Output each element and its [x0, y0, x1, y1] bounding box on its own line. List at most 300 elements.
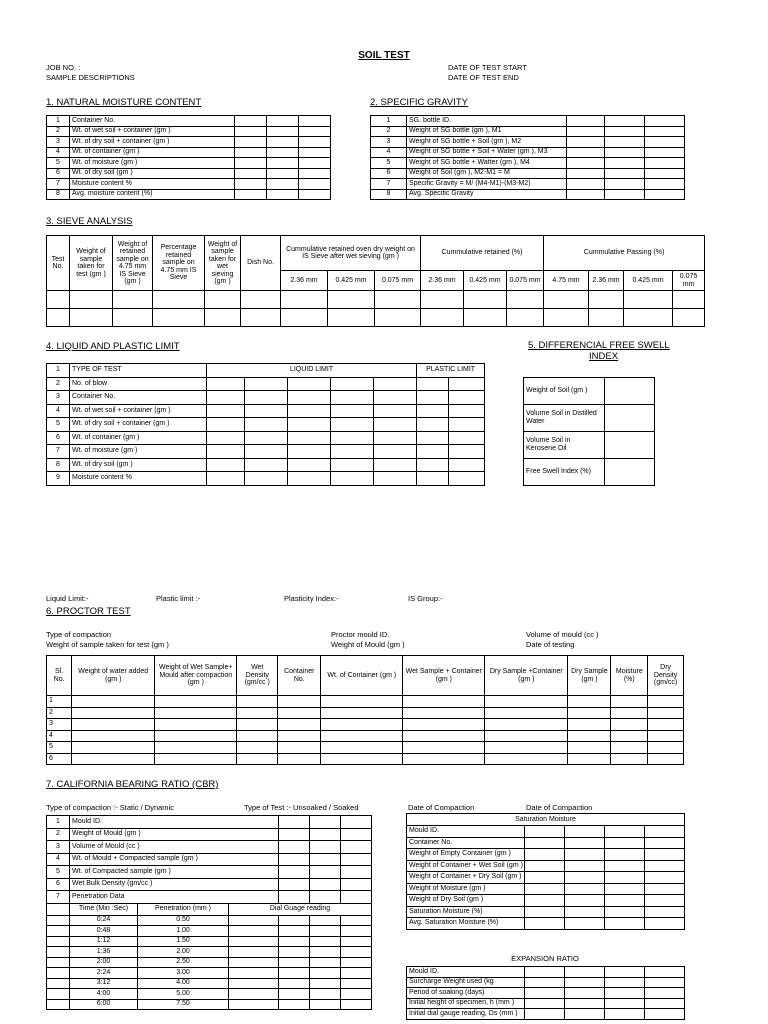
liquid-limit-header: LIQUID LIMIT	[207, 364, 417, 378]
row-label: Weight of Soil (gm ), M2-M1 = M	[407, 168, 567, 179]
value-cell	[645, 988, 685, 999]
value-cell	[605, 906, 645, 918]
specific-gravity-table	[370, 115, 685, 200]
table-row	[371, 147, 685, 158]
proctor-column-header: Dry Sample +Container (gm )	[485, 656, 568, 696]
value-cell	[278, 696, 321, 708]
free-swell-label: Volume Soil in Kerosene Oil	[524, 432, 605, 459]
spacer-cell	[47, 926, 70, 937]
value-cell	[403, 719, 485, 731]
row-label: Avg. Specific Gravity	[407, 189, 567, 200]
row-number: 3	[47, 137, 70, 148]
row-label: Wt. of dry soil + container (gm )	[70, 137, 235, 148]
value-cell	[321, 753, 403, 765]
value-cell	[237, 742, 278, 754]
penetration-row	[47, 926, 372, 937]
row-label: Wt. of container (gm )	[70, 147, 235, 158]
expansion-ratio-table	[406, 966, 685, 1020]
spacer-cell	[47, 978, 70, 989]
value-cell	[155, 707, 237, 719]
value-cell	[229, 978, 279, 989]
penetration-time: 3:12	[70, 978, 138, 989]
value-cell	[310, 816, 341, 829]
value-cell	[279, 841, 310, 854]
row-number: 5	[371, 158, 407, 169]
row-number: 2	[47, 828, 70, 841]
table-row	[47, 841, 372, 854]
value-cell	[310, 968, 341, 979]
value-cell	[417, 431, 449, 445]
value-cell	[568, 707, 611, 719]
value-cell	[565, 826, 605, 838]
value-cell	[299, 179, 331, 190]
sieve-row	[47, 291, 705, 309]
value-cell	[449, 431, 485, 445]
penetration-row	[47, 957, 372, 968]
value-cell	[611, 742, 648, 754]
value-cell	[449, 445, 485, 459]
section-liquid-plastic-title: 4. LIQUID AND PLASTIC LIMIT	[46, 341, 180, 352]
penetration-row	[47, 978, 372, 989]
penetration-time: 1:12	[70, 936, 138, 947]
value-cell	[279, 891, 310, 904]
value-cell	[605, 168, 645, 179]
value-cell	[611, 730, 648, 742]
table-row	[371, 116, 685, 127]
value-cell	[237, 707, 278, 719]
value-cell	[310, 957, 341, 968]
value-cell	[605, 189, 645, 200]
value-cell	[374, 418, 417, 432]
value-cell	[403, 707, 485, 719]
sieve-retained-size: 2.36 mm	[421, 271, 464, 291]
value-cell	[299, 137, 331, 148]
table-row	[407, 895, 685, 907]
value-cell	[207, 445, 245, 459]
row-label: Specific Gravity = M/ (M4-M1)-(M3-M2)	[407, 179, 567, 190]
row-label: Weight of SG bottle + Watter (gm ), M4	[407, 158, 567, 169]
value-cell	[525, 1009, 565, 1020]
spacer-cell	[47, 957, 70, 968]
sieve-header-weight: Weight of sample taken for test (gm )	[70, 236, 113, 291]
table-row	[407, 849, 685, 861]
sieve-header-test-no: Test No.	[47, 236, 70, 291]
value-cell	[310, 853, 341, 866]
row-number: 7	[47, 891, 70, 904]
value-cell	[299, 116, 331, 127]
value-cell	[341, 866, 372, 879]
penetration-value: 1.50	[138, 936, 229, 947]
value-cell	[645, 116, 685, 127]
value-cell	[567, 126, 605, 137]
row-label: Container No.	[70, 116, 235, 127]
value-cell	[310, 866, 341, 879]
table-row	[47, 179, 331, 190]
value-cell	[341, 999, 372, 1010]
value-cell	[645, 918, 685, 930]
value-cell	[645, 147, 685, 158]
sample-desc-label: SAMPLE DESCRIPTIONS	[46, 73, 135, 82]
proctor-column-header: Wet Density (gm/cc )	[237, 656, 278, 696]
value-cell	[341, 957, 372, 968]
value-cell	[279, 947, 310, 958]
row-label: Mould ID.	[407, 826, 525, 838]
job-no-label: JOB NO. :	[46, 63, 81, 72]
value-cell	[525, 895, 565, 907]
sieve-analysis-table	[46, 235, 705, 327]
penetration-time: 2:24	[70, 968, 138, 979]
proctor-column-header: Wet Sample + Container (gm )	[403, 656, 485, 696]
row-number: 4	[47, 404, 70, 418]
value-cell	[279, 989, 310, 1000]
penetration-header-row	[47, 903, 372, 915]
value-cell	[207, 431, 245, 445]
value-cell	[485, 719, 568, 731]
value-cell	[568, 753, 611, 765]
free-swell-label: Volume Soil in Distilled Water	[524, 405, 605, 432]
proctor-weight-mould: Weight of Mould (gm )	[331, 640, 405, 649]
section-sieve-analysis-title: 3. SIEVE ANALYSIS	[46, 216, 133, 227]
natural-moisture-table	[46, 115, 331, 200]
row-label: Wt. of wet soil + container (gm )	[70, 126, 235, 137]
value-cell	[331, 472, 374, 486]
row-number: 5	[47, 742, 72, 754]
table-row	[524, 432, 655, 459]
table-row	[47, 753, 684, 765]
value-cell	[278, 730, 321, 742]
value-cell	[279, 936, 310, 947]
value-cell	[605, 459, 655, 486]
proctor-column-header: Sl. No.	[47, 656, 72, 696]
value-cell	[341, 968, 372, 979]
value-cell	[648, 753, 684, 765]
row-number: 2	[47, 707, 72, 719]
row-label: TYPE OF TEST	[70, 364, 207, 378]
row-label: Surcharge Weight used (kg	[407, 977, 525, 988]
row-label: Container No.	[70, 391, 207, 405]
row-label: Saturation Moisture (%)	[407, 906, 525, 918]
sieve-row	[47, 309, 705, 327]
value-cell	[611, 753, 648, 765]
value-cell	[299, 189, 331, 200]
value-cell	[605, 977, 645, 988]
row-number: 6	[371, 168, 407, 179]
row-number: 5	[47, 158, 70, 169]
value-cell	[605, 432, 655, 459]
value-cell	[374, 472, 417, 486]
value-cell	[565, 977, 605, 988]
value-cell	[611, 707, 648, 719]
value-cell	[321, 730, 403, 742]
value-cell	[279, 978, 310, 989]
value-cell	[267, 189, 299, 200]
row-label: Container No.	[407, 837, 525, 849]
value-cell	[485, 730, 568, 742]
proctor-weight-sample: Weight of sample taken for test (gm )	[46, 640, 169, 649]
value-cell	[525, 860, 565, 872]
value-cell	[341, 915, 372, 926]
cbr-mould-table	[46, 815, 372, 1010]
value-cell	[605, 849, 645, 861]
value-cell	[565, 837, 605, 849]
table-row	[47, 828, 372, 841]
value-cell	[565, 906, 605, 918]
value-cell	[331, 445, 374, 459]
table-row	[407, 860, 685, 872]
table-row	[524, 378, 655, 405]
spacer-cell	[47, 936, 70, 947]
value-cell	[279, 968, 310, 979]
value-cell	[645, 126, 685, 137]
value-cell	[341, 978, 372, 989]
value-cell	[449, 377, 485, 391]
value-cell	[605, 116, 645, 127]
plastic-limit-result-label: Plastic limit :-	[156, 594, 201, 603]
table-row	[47, 168, 331, 179]
row-number: 4	[47, 147, 70, 158]
penetration-time: 0:24	[70, 915, 138, 926]
value-cell	[310, 891, 341, 904]
value-cell	[267, 168, 299, 179]
value-cell	[321, 719, 403, 731]
value-cell	[279, 915, 310, 926]
value-cell	[645, 849, 685, 861]
row-number: 3	[47, 719, 72, 731]
value-cell	[267, 126, 299, 137]
row-label: Wt. of Mould + Compacted sample (gm )	[70, 853, 279, 866]
table-row	[47, 458, 485, 472]
value-cell	[278, 719, 321, 731]
value-cell	[374, 431, 417, 445]
value-cell	[568, 730, 611, 742]
value-cell	[605, 883, 645, 895]
value-cell	[279, 853, 310, 866]
sieve-header-percent: Percentage retained sample on 4.75 mm IS Sieve	[153, 236, 205, 291]
value-cell	[341, 891, 372, 904]
value-cell	[288, 445, 331, 459]
table-row	[47, 853, 372, 866]
value-cell	[331, 431, 374, 445]
value-cell	[645, 883, 685, 895]
penetration-row	[47, 999, 372, 1010]
sieve-oven-size: 0.075 mm	[375, 271, 421, 291]
value-cell	[341, 947, 372, 958]
penetration-value: 4.00	[138, 978, 229, 989]
value-cell	[72, 730, 155, 742]
penetration-time: 6:00	[70, 999, 138, 1010]
value-cell	[72, 707, 155, 719]
cbr-date-compaction: Date of Compaction	[408, 803, 475, 812]
penetration-time: 4:00	[70, 989, 138, 1000]
value-cell	[229, 915, 279, 926]
value-cell	[229, 999, 279, 1010]
row-label: Weight of Mould (gm )	[70, 828, 279, 841]
value-cell	[605, 405, 655, 432]
row-label: Wet Bulk Density (gm/cc )	[70, 878, 279, 891]
plastic-limit-header: PLASTIC LIMIT	[417, 364, 485, 378]
table-row	[47, 126, 331, 137]
row-number: 2	[371, 126, 407, 137]
value-cell	[485, 707, 568, 719]
value-cell	[565, 872, 605, 884]
value-cell	[417, 458, 449, 472]
value-cell	[267, 158, 299, 169]
sieve-header-cum-oven: Cummulative retained oven dry weight on IS Sieve after wet sieving (gm )	[281, 236, 421, 271]
value-cell	[299, 126, 331, 137]
value-cell	[299, 168, 331, 179]
proctor-column-header: Moisture (%)	[611, 656, 648, 696]
value-cell	[374, 458, 417, 472]
value-cell	[229, 968, 279, 979]
value-cell	[245, 404, 288, 418]
value-cell	[310, 878, 341, 891]
row-number: 1	[47, 364, 70, 378]
penetration-time: 0:48	[70, 926, 138, 937]
proctor-volume-mould: Volume of mould (cc )	[526, 630, 599, 639]
penetration-row	[47, 947, 372, 958]
value-cell	[321, 696, 403, 708]
row-label: Wt. of wet soil + container (gm )	[70, 404, 207, 418]
section-specific-gravity-title: 2. SPECIFIC GRAVITY	[370, 97, 469, 108]
value-cell	[341, 936, 372, 947]
value-cell	[229, 926, 279, 937]
row-number: 4	[47, 730, 72, 742]
value-cell	[245, 377, 288, 391]
table-row	[407, 872, 685, 884]
is-group-label: IS Group:-	[408, 594, 443, 603]
value-cell	[267, 137, 299, 148]
value-cell	[605, 158, 645, 169]
value-cell	[567, 189, 605, 200]
saturation-title: Saturation Moisture	[407, 814, 685, 826]
value-cell	[485, 696, 568, 708]
row-label: Weight of Dry Soil (gm )	[407, 895, 525, 907]
value-cell	[207, 418, 245, 432]
row-number: 6	[47, 753, 72, 765]
value-cell	[235, 189, 267, 200]
value-cell	[235, 116, 267, 127]
date-end-label: DATE OF TEST END	[448, 73, 519, 82]
value-cell	[245, 418, 288, 432]
table-row	[47, 364, 485, 378]
saturation-title-row	[407, 814, 685, 826]
value-cell	[525, 988, 565, 999]
value-cell	[565, 849, 605, 861]
value-cell	[611, 696, 648, 708]
row-number: 4	[371, 147, 407, 158]
value-cell	[648, 730, 684, 742]
value-cell	[605, 895, 645, 907]
table-row	[47, 891, 372, 904]
sieve-header-dish: Dish No.	[241, 236, 281, 291]
value-cell	[567, 158, 605, 169]
free-swell-table	[523, 377, 655, 486]
value-cell	[645, 826, 685, 838]
page-title: SOIL TEST	[358, 50, 410, 61]
proctor-table	[46, 655, 684, 765]
value-cell	[235, 147, 267, 158]
value-cell	[645, 158, 685, 169]
row-label: Weight of Empty Container (gm )	[407, 849, 525, 861]
value-cell	[648, 742, 684, 754]
value-cell	[299, 147, 331, 158]
table-row	[407, 1009, 685, 1020]
row-number: 3	[47, 391, 70, 405]
value-cell	[567, 116, 605, 127]
penetration-value: 2.50	[138, 957, 229, 968]
value-cell	[310, 936, 341, 947]
row-number: 6	[47, 878, 70, 891]
value-cell	[565, 860, 605, 872]
value-cell	[645, 872, 685, 884]
sieve-header-wet: Weight of sample taken for wet sieving (gm )	[205, 236, 241, 291]
value-cell	[235, 168, 267, 179]
table-row	[47, 116, 331, 127]
value-cell	[449, 404, 485, 418]
table-row	[47, 158, 331, 169]
value-cell	[155, 753, 237, 765]
value-cell	[565, 918, 605, 930]
free-swell-label: Weight of Soil (gm )	[524, 378, 605, 405]
row-label: Period of soaking (days)	[407, 988, 525, 999]
value-cell	[278, 753, 321, 765]
value-cell	[525, 872, 565, 884]
value-cell	[207, 377, 245, 391]
value-cell	[245, 391, 288, 405]
row-label: Moisture content %	[70, 472, 207, 486]
value-cell	[565, 1009, 605, 1020]
saturation-moisture-table	[406, 813, 685, 930]
value-cell	[237, 730, 278, 742]
table-row	[407, 967, 685, 978]
value-cell	[485, 753, 568, 765]
row-label: Wt. of dry soil + container (gm )	[70, 418, 207, 432]
value-cell	[288, 377, 331, 391]
value-cell	[155, 696, 237, 708]
value-cell	[525, 998, 565, 1009]
value-cell	[207, 391, 245, 405]
table-row	[371, 126, 685, 137]
value-cell	[417, 391, 449, 405]
penetration-time-header: Time (Min :Sec)	[70, 903, 138, 915]
value-cell	[288, 391, 331, 405]
value-cell	[605, 137, 645, 148]
value-cell	[525, 883, 565, 895]
value-cell	[288, 431, 331, 445]
value-cell	[237, 696, 278, 708]
value-cell	[605, 860, 645, 872]
value-cell	[72, 719, 155, 731]
value-cell	[331, 418, 374, 432]
row-label: Weight of SG bottle (gm ), M1	[407, 126, 567, 137]
value-cell	[605, 988, 645, 999]
row-label: Mould ID.	[407, 967, 525, 978]
row-number: 8	[371, 189, 407, 200]
value-cell	[267, 147, 299, 158]
row-label: Initial height of specimen, h (mm )	[407, 998, 525, 1009]
value-cell	[229, 936, 279, 947]
value-cell	[245, 431, 288, 445]
value-cell	[279, 957, 310, 968]
value-cell	[605, 872, 645, 884]
value-cell	[341, 841, 372, 854]
row-label: Weight of Container + Wet Soil (gm )	[407, 860, 525, 872]
section-proctor-title: 6. PROCTOR TEST	[46, 606, 131, 617]
row-label: Weight of SG bottle + Soil + Water (gm ), M3	[407, 147, 567, 158]
value-cell	[331, 404, 374, 418]
spacer-cell	[47, 947, 70, 958]
row-number: 2	[47, 126, 70, 137]
